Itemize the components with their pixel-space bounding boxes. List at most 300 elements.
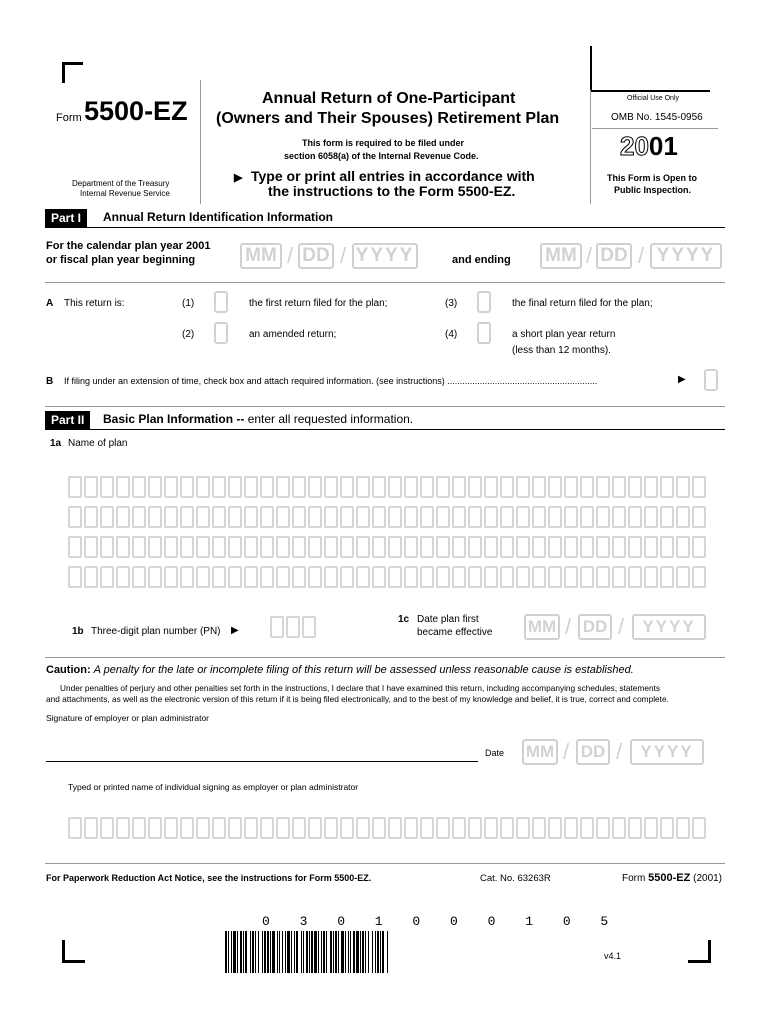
short-plan-year-checkbox[interactable] xyxy=(477,322,491,344)
signature-year-placeholder: YYYY xyxy=(640,742,694,761)
character-box[interactable] xyxy=(628,506,642,528)
character-box[interactable] xyxy=(596,536,610,558)
omb-number: OMB No. 1545-0956 xyxy=(611,112,703,123)
barcode-bar xyxy=(225,931,227,973)
character-box[interactable] xyxy=(484,506,498,528)
character-box[interactable] xyxy=(84,566,98,588)
barcode-bar xyxy=(306,931,308,973)
character-box[interactable] xyxy=(372,566,386,588)
character-box[interactable] xyxy=(228,506,242,528)
barcode-bar xyxy=(375,931,376,973)
header-divider-left xyxy=(200,80,201,204)
character-box[interactable] xyxy=(596,506,610,528)
character-box[interactable] xyxy=(564,536,578,558)
character-box[interactable] xyxy=(100,536,114,558)
character-box[interactable] xyxy=(612,566,626,588)
character-box[interactable] xyxy=(132,536,146,558)
barcode-bar xyxy=(277,931,278,973)
character-box[interactable] xyxy=(468,536,482,558)
character-box[interactable] xyxy=(452,506,466,528)
character-box[interactable] xyxy=(388,566,402,588)
plan-name-row-1[interactable] xyxy=(68,476,706,498)
barcode-bar xyxy=(356,931,359,973)
signature-line[interactable] xyxy=(46,761,478,762)
barcode-bar xyxy=(311,931,313,973)
character-box[interactable] xyxy=(324,536,338,558)
character-box[interactable] xyxy=(180,566,194,588)
caution-label: Caution: xyxy=(46,664,91,676)
character-box[interactable] xyxy=(532,817,546,839)
character-box[interactable] xyxy=(548,536,562,558)
character-box[interactable] xyxy=(660,506,674,528)
character-box[interactable] xyxy=(500,817,514,839)
character-box[interactable] xyxy=(612,536,626,558)
plan-name-row-4[interactable] xyxy=(68,566,706,588)
character-box[interactable] xyxy=(436,817,450,839)
character-box[interactable] xyxy=(260,506,274,528)
character-box[interactable] xyxy=(196,536,210,558)
character-box[interactable] xyxy=(484,536,498,558)
barcode-bar xyxy=(303,931,304,973)
character-box[interactable] xyxy=(148,476,162,498)
character-box[interactable] xyxy=(228,566,242,588)
date-label: Date xyxy=(485,748,505,758)
character-box[interactable] xyxy=(308,476,322,498)
character-box[interactable] xyxy=(580,566,594,588)
character-box[interactable] xyxy=(276,476,290,498)
character-box[interactable] xyxy=(420,536,434,558)
character-box[interactable] xyxy=(84,817,98,839)
character-box[interactable] xyxy=(676,476,690,498)
version-label: v4.1 xyxy=(604,951,622,961)
character-box[interactable] xyxy=(244,566,258,588)
barcode-bar xyxy=(231,931,232,973)
character-box[interactable] xyxy=(692,817,706,839)
plan-name-row-3[interactable] xyxy=(68,536,706,558)
line-1a-text: Name of plan xyxy=(68,438,128,449)
character-box[interactable] xyxy=(692,476,706,498)
character-box[interactable] xyxy=(356,566,370,588)
character-box[interactable] xyxy=(500,536,514,558)
line-1b-number: 1b xyxy=(72,626,84,637)
character-box[interactable] xyxy=(164,817,178,839)
character-box[interactable] xyxy=(468,476,482,498)
character-box[interactable] xyxy=(564,476,578,498)
character-box[interactable] xyxy=(564,566,578,588)
character-box[interactable] xyxy=(532,566,546,588)
character-box[interactable] xyxy=(212,476,226,498)
character-box[interactable] xyxy=(644,566,658,588)
line-1a-number: 1a xyxy=(50,438,62,449)
part-1-rule xyxy=(45,227,725,228)
character-box[interactable] xyxy=(228,476,242,498)
character-box[interactable] xyxy=(612,476,626,498)
character-box[interactable] xyxy=(420,476,434,498)
character-box[interactable] xyxy=(676,506,690,528)
character-box[interactable] xyxy=(356,536,370,558)
character-box[interactable] xyxy=(276,536,290,558)
character-box[interactable] xyxy=(404,506,418,528)
character-box[interactable] xyxy=(324,817,338,839)
character-box[interactable] xyxy=(68,536,82,558)
amended-return-checkbox[interactable] xyxy=(214,322,228,344)
barcode-bar xyxy=(362,931,364,973)
character-box[interactable] xyxy=(452,566,466,588)
part-2-rule xyxy=(45,429,725,430)
character-box[interactable] xyxy=(628,476,642,498)
character-box[interactable] xyxy=(340,817,354,839)
character-box[interactable] xyxy=(356,476,370,498)
character-box[interactable] xyxy=(612,817,626,839)
part-1-label: Part I xyxy=(45,209,87,227)
character-box[interactable] xyxy=(164,536,178,558)
perjury-line-2: and attachments, as well as the electronic version of this return if it is being filed electronically, and to the best of my knowledge and belief, it is true, correct and complete. xyxy=(46,694,669,704)
character-box[interactable] xyxy=(100,476,114,498)
character-box[interactable] xyxy=(532,536,546,558)
character-box[interactable] xyxy=(340,536,354,558)
begin-month-placeholder: MM xyxy=(245,245,277,266)
character-box[interactable] xyxy=(628,536,642,558)
character-box[interactable] xyxy=(132,476,146,498)
character-box[interactable] xyxy=(180,476,194,498)
row-rule xyxy=(45,282,725,283)
character-box[interactable] xyxy=(270,616,284,638)
character-box[interactable] xyxy=(404,566,418,588)
footer-form-word: Form xyxy=(622,873,646,884)
character-box[interactable] xyxy=(436,476,450,498)
arrow-icon: ▶ xyxy=(234,172,243,184)
barcode-bar xyxy=(350,931,351,973)
barcode-bar xyxy=(270,931,271,973)
barcode-bar xyxy=(233,931,236,973)
option-3-number: (3) xyxy=(445,298,458,309)
barcode-bar xyxy=(323,931,325,973)
character-box[interactable] xyxy=(228,817,242,839)
date-slash: / xyxy=(638,243,645,268)
character-box[interactable] xyxy=(340,476,354,498)
character-box[interactable] xyxy=(244,536,258,558)
extension-checkbox[interactable] xyxy=(704,369,718,391)
barcode-bar xyxy=(353,931,355,973)
character-box[interactable] xyxy=(244,506,258,528)
option-2-number: (2) xyxy=(182,329,195,340)
option-4-number: (4) xyxy=(445,329,458,340)
character-box[interactable] xyxy=(660,566,674,588)
character-box[interactable] xyxy=(196,817,210,839)
character-box[interactable] xyxy=(116,566,130,588)
character-box[interactable] xyxy=(372,817,386,839)
character-box[interactable] xyxy=(116,476,130,498)
requirement-line-2: section 6058(a) of the Internal Revenue Code. xyxy=(284,151,479,161)
character-box[interactable] xyxy=(260,476,274,498)
character-box[interactable] xyxy=(516,536,530,558)
character-box[interactable] xyxy=(596,566,610,588)
character-box[interactable] xyxy=(356,506,370,528)
character-box[interactable] xyxy=(468,817,482,839)
character-box[interactable] xyxy=(388,536,402,558)
line-b-text: If filing under an extension of time, check box and attach required information. (see instructions) ............................................................ xyxy=(64,376,598,386)
character-box[interactable] xyxy=(292,566,306,588)
character-box[interactable] xyxy=(276,506,290,528)
character-box[interactable] xyxy=(692,506,706,528)
character-box[interactable] xyxy=(644,476,658,498)
character-box[interactable] xyxy=(404,817,418,839)
character-box[interactable] xyxy=(212,536,226,558)
character-box[interactable] xyxy=(356,817,370,839)
character-box[interactable] xyxy=(324,566,338,588)
character-box[interactable] xyxy=(308,536,322,558)
calendar-year-line-2: or fiscal plan year beginning xyxy=(46,254,196,266)
character-box[interactable] xyxy=(500,476,514,498)
plan-number-boxes[interactable] xyxy=(270,616,316,638)
part-1-title: Annual Return Identification Information xyxy=(103,210,333,224)
character-box[interactable] xyxy=(116,506,130,528)
typed-name-boxes[interactable] xyxy=(68,817,706,839)
form-number: 5500-EZ xyxy=(84,96,188,126)
barcode-bar xyxy=(240,931,242,973)
omb-rule xyxy=(592,128,718,129)
form-word: Form xyxy=(56,112,82,124)
character-box[interactable] xyxy=(628,566,642,588)
character-box[interactable] xyxy=(580,506,594,528)
typed-name-label: Typed or printed name of individual signing as employer or plan administrator xyxy=(68,782,359,792)
character-box[interactable] xyxy=(452,536,466,558)
character-box[interactable] xyxy=(404,536,418,558)
character-box[interactable] xyxy=(276,817,290,839)
barcode-bar xyxy=(272,931,275,973)
character-box[interactable] xyxy=(692,536,706,558)
character-box[interactable] xyxy=(468,506,482,528)
character-box[interactable] xyxy=(196,506,210,528)
character-box[interactable] xyxy=(388,476,402,498)
character-box[interactable] xyxy=(452,476,466,498)
barcode-bar xyxy=(267,931,269,973)
character-box[interactable] xyxy=(548,817,562,839)
character-box[interactable] xyxy=(484,476,498,498)
character-box[interactable] xyxy=(452,817,466,839)
paperwork-notice: For Paperwork Reduction Act Notice, see the instructions for Form 5500-EZ. xyxy=(46,873,372,883)
character-box[interactable] xyxy=(644,536,658,558)
end-month-placeholder: MM xyxy=(545,245,577,266)
character-box[interactable] xyxy=(644,506,658,528)
character-box[interactable] xyxy=(260,536,274,558)
character-box[interactable] xyxy=(212,566,226,588)
character-box[interactable] xyxy=(164,506,178,528)
character-box[interactable] xyxy=(420,566,434,588)
effective-year-placeholder: YYYY xyxy=(642,617,696,636)
character-box[interactable] xyxy=(436,566,450,588)
character-box[interactable] xyxy=(372,536,386,558)
character-box[interactable] xyxy=(302,616,316,638)
character-box[interactable] xyxy=(516,506,530,528)
character-box[interactable] xyxy=(68,817,82,839)
character-box[interactable] xyxy=(132,817,146,839)
signature-month-placeholder: MM xyxy=(525,742,555,761)
date-slash: / xyxy=(563,739,570,764)
character-box[interactable] xyxy=(212,506,226,528)
character-box[interactable] xyxy=(420,506,434,528)
character-box[interactable] xyxy=(196,566,210,588)
date-slash: / xyxy=(618,614,625,639)
calendar-year-line-1: For the calendar plan year 2001 xyxy=(46,240,211,252)
barcode-bar xyxy=(382,931,384,973)
character-box[interactable] xyxy=(68,566,82,588)
character-box[interactable] xyxy=(100,506,114,528)
character-box[interactable] xyxy=(612,506,626,528)
character-box[interactable] xyxy=(436,506,450,528)
character-box[interactable] xyxy=(388,506,402,528)
barcode-bar xyxy=(335,931,337,973)
character-box[interactable] xyxy=(628,817,642,839)
character-box[interactable] xyxy=(340,506,354,528)
barcode-bar xyxy=(243,931,244,973)
character-box[interactable] xyxy=(548,506,562,528)
barcode-bar xyxy=(285,931,286,973)
corner-mark-top-left xyxy=(62,62,83,83)
character-box[interactable] xyxy=(388,817,402,839)
character-box[interactable] xyxy=(292,536,306,558)
character-box[interactable] xyxy=(372,506,386,528)
effective-day-placeholder: DD xyxy=(582,617,608,636)
character-box[interactable] xyxy=(116,817,130,839)
character-box[interactable] xyxy=(692,566,706,588)
barcode-bar xyxy=(287,931,290,973)
character-box[interactable] xyxy=(436,536,450,558)
character-box[interactable] xyxy=(260,566,274,588)
character-box[interactable] xyxy=(564,506,578,528)
footer-form-number: 5500-EZ xyxy=(648,872,691,884)
character-box[interactable] xyxy=(100,817,114,839)
character-box[interactable] xyxy=(276,566,290,588)
character-box[interactable] xyxy=(580,817,594,839)
character-box[interactable] xyxy=(660,476,674,498)
part-2-title xyxy=(103,412,413,426)
character-box[interactable] xyxy=(286,616,300,638)
character-box[interactable] xyxy=(132,506,146,528)
tax-year-bold: 01 xyxy=(648,131,678,161)
character-box[interactable] xyxy=(244,817,258,839)
character-box[interactable] xyxy=(84,476,98,498)
character-box[interactable] xyxy=(500,506,514,528)
character-box[interactable] xyxy=(308,506,322,528)
tax-year xyxy=(620,131,678,161)
barcode-bar xyxy=(345,931,346,973)
character-box[interactable] xyxy=(404,476,418,498)
date-slash: / xyxy=(340,243,347,268)
official-use-only: Official Use Only xyxy=(627,95,679,102)
barcode-bar xyxy=(377,931,379,973)
first-return-checkbox[interactable] xyxy=(214,291,228,313)
character-box[interactable] xyxy=(68,476,82,498)
character-box[interactable] xyxy=(548,566,562,588)
character-box[interactable] xyxy=(484,817,498,839)
character-box[interactable] xyxy=(212,817,226,839)
character-box[interactable] xyxy=(660,536,674,558)
character-box[interactable] xyxy=(292,476,306,498)
character-box[interactable] xyxy=(68,506,82,528)
character-box[interactable] xyxy=(148,506,162,528)
corner-mark-top-right xyxy=(590,46,710,92)
line-a-letter: A xyxy=(46,298,54,309)
character-box[interactable] xyxy=(164,566,178,588)
character-box[interactable] xyxy=(84,506,98,528)
character-box[interactable] xyxy=(516,476,530,498)
character-box[interactable] xyxy=(292,817,306,839)
character-box[interactable] xyxy=(324,476,338,498)
character-box[interactable] xyxy=(676,817,690,839)
part-2-label: Part II xyxy=(45,411,90,429)
barcode-bar xyxy=(333,931,334,973)
character-box[interactable] xyxy=(180,506,194,528)
final-return-checkbox[interactable] xyxy=(477,291,491,313)
plan-name-row-2[interactable] xyxy=(68,506,706,528)
character-box[interactable] xyxy=(148,817,162,839)
character-box[interactable] xyxy=(260,817,274,839)
character-box[interactable] xyxy=(100,566,114,588)
character-box[interactable] xyxy=(116,536,130,558)
option-4-text-1: a short plan year return xyxy=(512,329,616,340)
character-box[interactable] xyxy=(676,536,690,558)
character-box[interactable] xyxy=(164,476,178,498)
character-box[interactable] xyxy=(516,817,530,839)
character-box[interactable] xyxy=(420,817,434,839)
character-box[interactable] xyxy=(564,817,578,839)
character-box[interactable] xyxy=(468,566,482,588)
barcode-bar xyxy=(365,931,366,973)
barcode-bar xyxy=(282,931,283,973)
character-box[interactable] xyxy=(196,476,210,498)
character-box[interactable] xyxy=(180,536,194,558)
barcode-bar xyxy=(301,931,302,973)
character-box[interactable] xyxy=(148,536,162,558)
character-box[interactable] xyxy=(484,566,498,588)
character-box[interactable] xyxy=(340,566,354,588)
line-1c-text-1: Date plan first xyxy=(417,614,479,625)
option-4-text-2: (less than 12 months). xyxy=(512,345,611,356)
barcode-bar xyxy=(387,931,388,973)
character-box[interactable] xyxy=(84,536,98,558)
character-box[interactable] xyxy=(580,476,594,498)
character-box[interactable] xyxy=(244,476,258,498)
line-b-letter: B xyxy=(46,376,54,387)
character-box[interactable] xyxy=(180,817,194,839)
character-box[interactable] xyxy=(292,506,306,528)
character-box[interactable] xyxy=(516,566,530,588)
barcode-bar xyxy=(258,931,259,973)
character-box[interactable] xyxy=(500,566,514,588)
character-box[interactable] xyxy=(596,817,610,839)
character-box[interactable] xyxy=(644,817,658,839)
character-box[interactable] xyxy=(548,476,562,498)
character-box[interactable] xyxy=(324,506,338,528)
character-box[interactable] xyxy=(596,476,610,498)
character-box[interactable] xyxy=(228,536,242,558)
character-box[interactable] xyxy=(372,476,386,498)
character-box[interactable] xyxy=(580,536,594,558)
barcode-bar xyxy=(264,931,266,973)
character-box[interactable] xyxy=(308,566,322,588)
character-box[interactable] xyxy=(676,566,690,588)
date-slash: / xyxy=(565,614,572,639)
character-box[interactable] xyxy=(148,566,162,588)
character-box[interactable] xyxy=(532,506,546,528)
character-box[interactable] xyxy=(532,476,546,498)
barcode-bar xyxy=(321,931,322,973)
character-box[interactable] xyxy=(660,817,674,839)
date-slash: / xyxy=(616,739,623,764)
character-box[interactable] xyxy=(308,817,322,839)
character-box[interactable] xyxy=(132,566,146,588)
